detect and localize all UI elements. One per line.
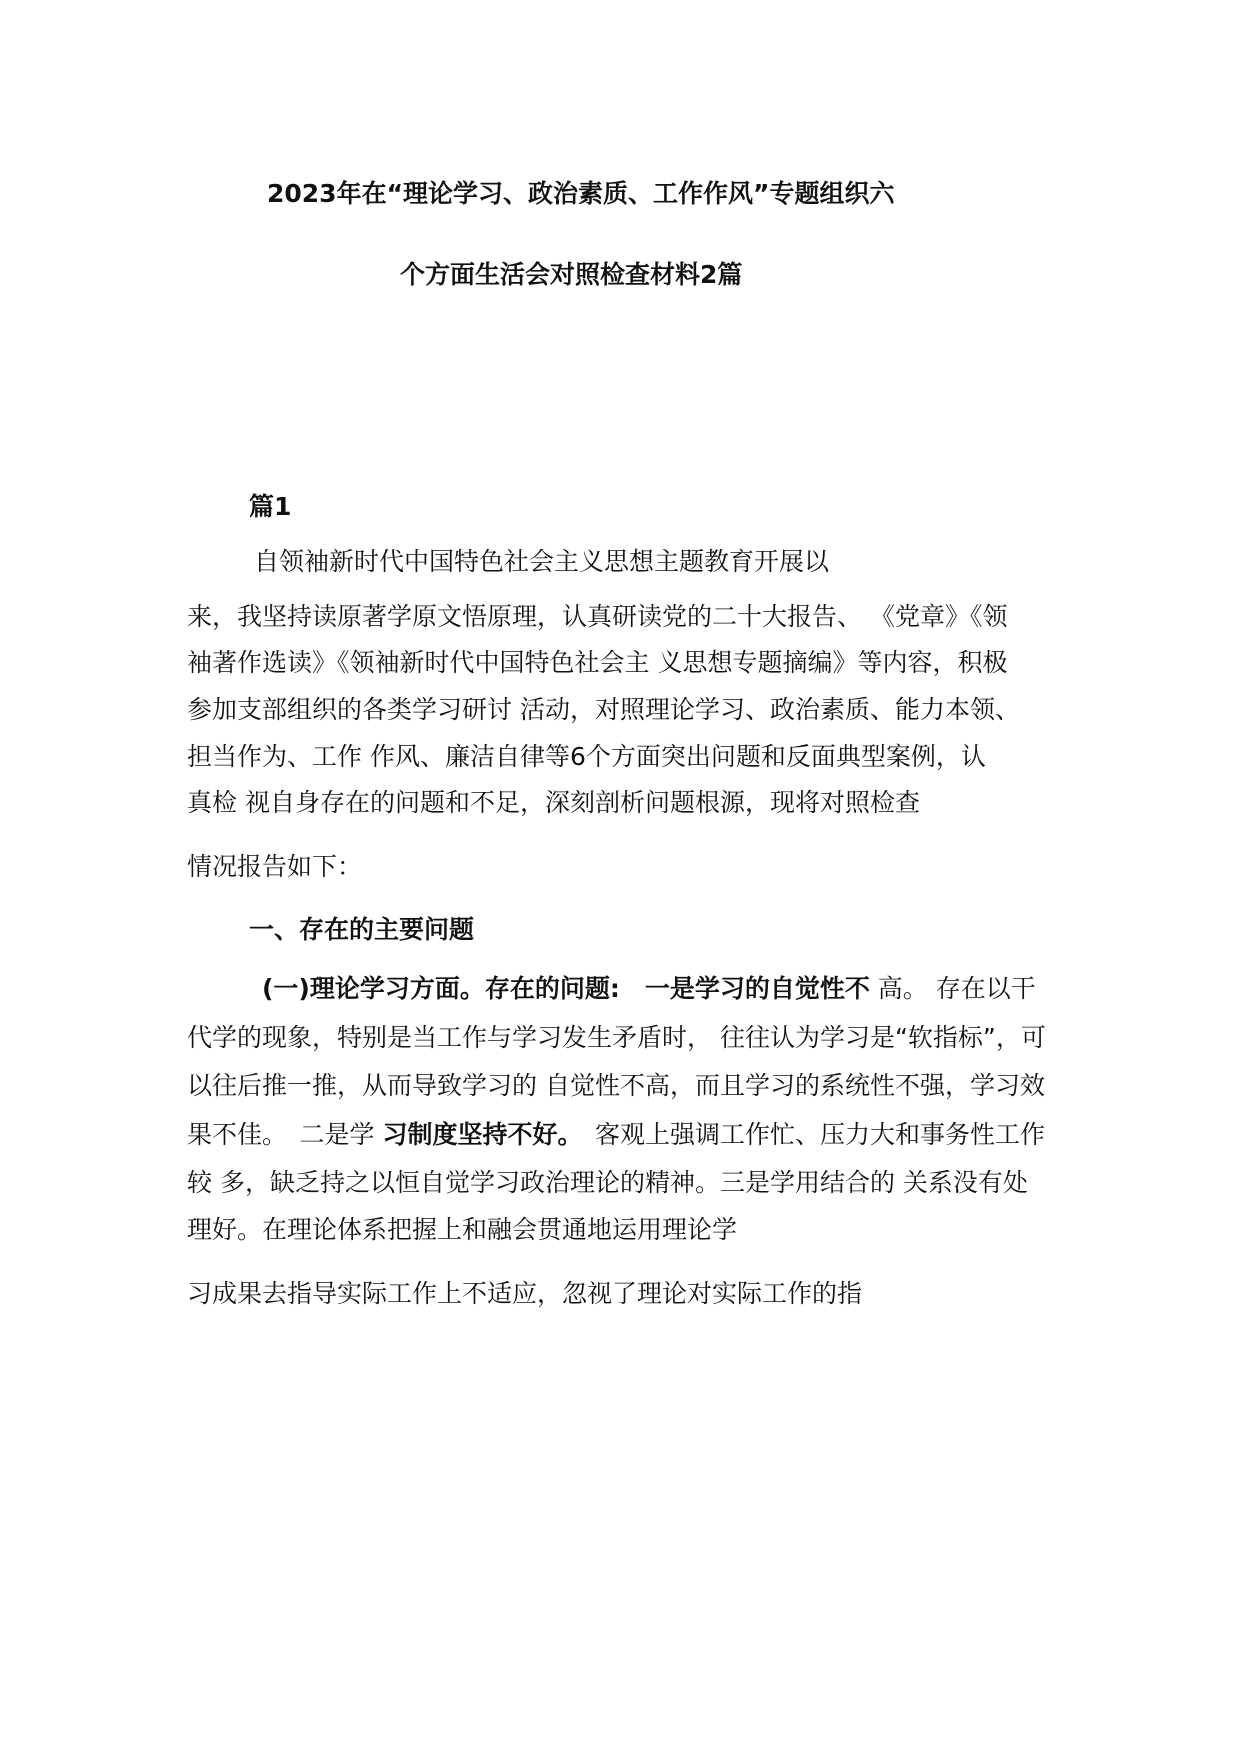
body-line: 以往后推一推，从而导致学习的 自觉性不高，而且学习的系统性不强，学习效: [187, 1071, 1045, 1100]
intro-line: 袖著作选读》《领袖新时代中国特色社会主 义思想专题摘编》等内容，积极: [187, 648, 1008, 677]
body-span: 高。 存在以干: [869, 974, 1036, 1003]
intro-line: 担当作为、工作 作风、廉洁自律等6个方面突出问题和反面典型案例，认: [187, 742, 986, 771]
intro-line: 来，我坚持读原著学原文悟原理，认真研读党的二十大报告、 《党章》《领: [187, 602, 1008, 631]
body-line: 理好。在理论体系把握上和融会贯通地运用理论学: [187, 1215, 738, 1244]
body-line: [187, 1118, 1045, 1152]
body-bold-span: (一)理论学习方面。存在的问题: 一是学习的自觉性不: [262, 974, 870, 1003]
body-bold-span: 习制度坚持不好。: [382, 1120, 570, 1149]
section-label: 篇1: [249, 492, 292, 521]
body-span: 果不佳。 二是学: [187, 1120, 383, 1149]
intro-line: 参加支部组织的各类学习研讨 活动，对照理论学习、政治素质、能力本领、: [187, 695, 1020, 724]
body-line: 代学的现象，特别是当工作与学习发生矛盾时， 往往认为学习是“软指标”，可: [187, 1023, 1046, 1052]
intro-line: 自领袖新时代中国特色社会主义思想主题教育开展以: [254, 547, 830, 576]
intro-line: 情况报告如下：: [187, 852, 363, 881]
document-title-line-1: 2023年在“理论学习、政治素质、工作作风”专题组织六: [267, 179, 895, 208]
body-line: 较 多，缺乏持之以恒自觉学习政治理论的精神。三是学用结合的 关系没有处: [187, 1168, 1028, 1197]
document-title-line-2: 个方面生活会对照检查材料2篇: [400, 260, 743, 289]
body-line: [262, 972, 1036, 1006]
body-span: 客观上强调工作忙、压力大和事务性工作: [569, 1120, 1045, 1149]
body-line: 习成果去指导实际工作上不适应，忽视了理论对实际工作的指: [187, 1279, 863, 1308]
heading-main-problems: 一、存在的主要问题: [249, 915, 475, 944]
intro-line: 真检 视自身存在的问题和不足，深刻剖析问题根源，现将对照检查: [187, 788, 920, 817]
